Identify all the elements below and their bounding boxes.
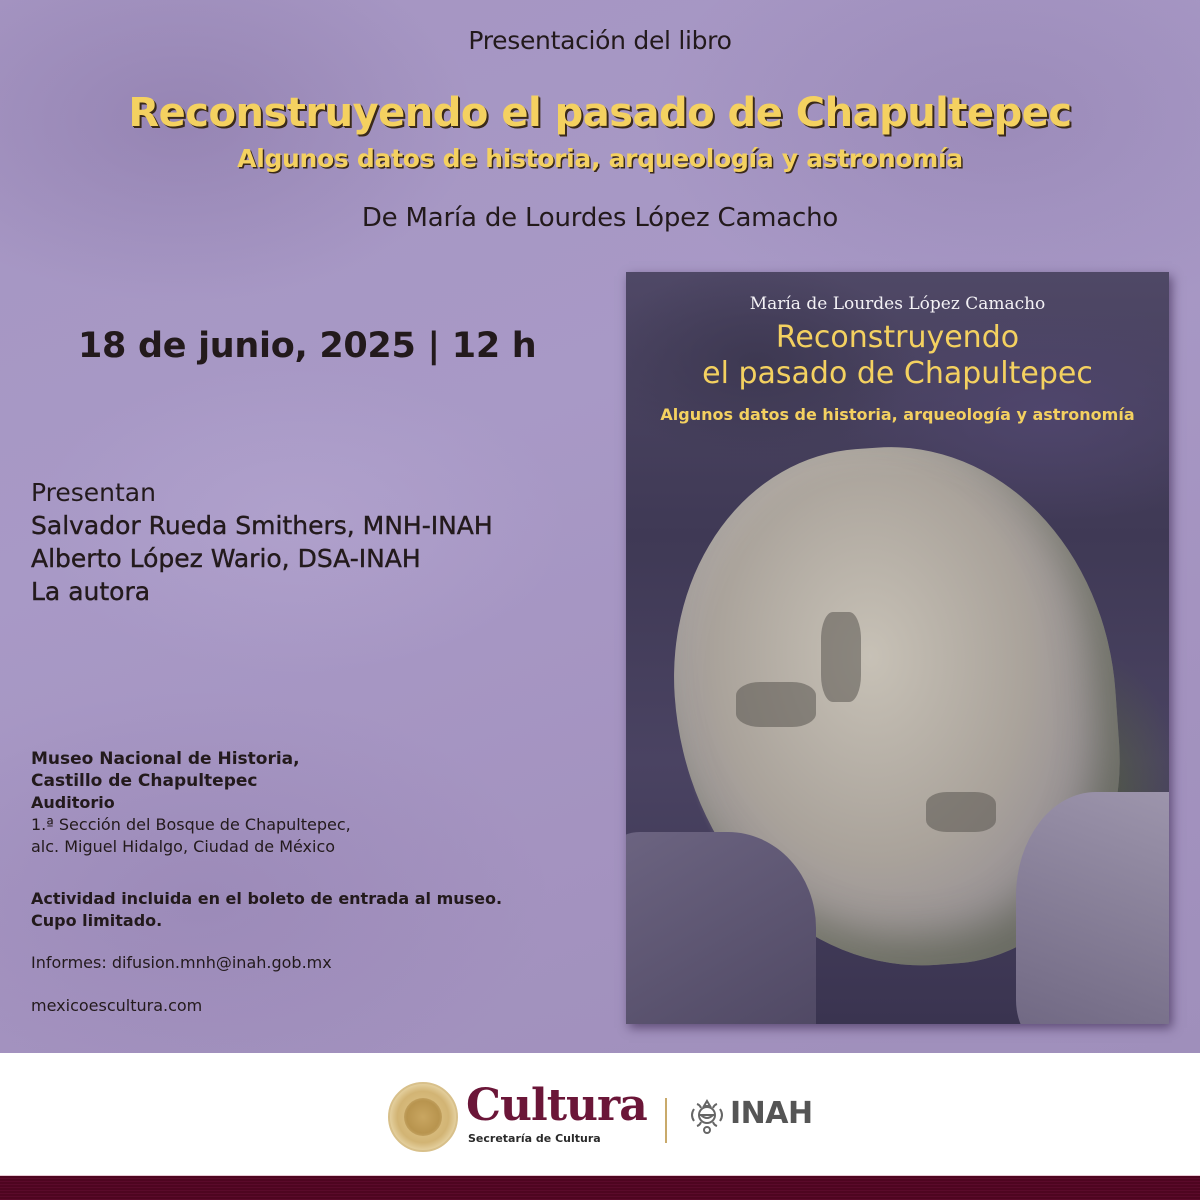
admission-note-line1: Actividad incluida en el boleto de entrada al museo. (31, 889, 503, 908)
book-cover (626, 272, 1169, 1024)
presenter-name: Alberto López Wario, DSA-INAH (31, 544, 421, 573)
author-line: De María de Lourdes López Camacho (361, 203, 839, 233)
cultura-logo: Cultura (466, 1080, 647, 1131)
cover-title-line2: el pasado de Chapultepec (702, 356, 1093, 391)
cover-title-line1: Reconstruyendo (775, 320, 1020, 355)
presenters-label: Presentan (31, 478, 156, 507)
contact-email: Informes: difusion.mnh@inah.gob.mx (31, 953, 332, 972)
bottom-bar (0, 1175, 1200, 1200)
venue-name-line1: Museo Nacional de Historia, (31, 749, 300, 769)
admission-note-line2: Cupo limitado. (31, 911, 163, 930)
venue-address-line2: alc. Miguel Hidalgo, Ciudad de México (31, 837, 336, 856)
boulder-right (1016, 792, 1169, 1024)
main-title: Reconstruyendo el pasado de Chapultepec (128, 90, 1072, 136)
kicker: Presentación del libro (468, 26, 732, 55)
stone-carving-detail (736, 682, 816, 727)
website-link: mexicoescultura.com (31, 996, 203, 1015)
admission-note (31, 888, 571, 932)
cultura-subtitle: Secretaría de Cultura (468, 1132, 601, 1145)
venue-address-line1: 1.ª Sección del Bosque de Chapultepec, (31, 815, 351, 834)
cover-subtitle: Algunos datos de historia, arqueología y astronomía (660, 405, 1135, 424)
mexico-seal-icon (388, 1082, 458, 1152)
venue-name-line2: Castillo de Chapultepec (31, 771, 258, 791)
stone-carving-detail (821, 612, 861, 702)
logo-divider (665, 1098, 667, 1143)
eagle-icon (404, 1098, 442, 1136)
inah-sun-icon (688, 1097, 726, 1135)
event-date-time: 18 de junio, 2025 | 12 h (78, 326, 537, 366)
venue-block (31, 748, 571, 858)
cover-author: María de Lourdes López Camacho (749, 294, 1046, 314)
cover-title (626, 320, 1169, 392)
presenter-name: Salvador Rueda Smithers, MNH-INAH (31, 511, 493, 540)
presenters-block (31, 476, 591, 608)
sub-title: Algunos datos de historia, arqueología y astronomía (237, 144, 963, 173)
stone-carving-detail (926, 792, 996, 832)
presenter-name: La autora (31, 577, 151, 606)
inah-logo: INAH (730, 1096, 813, 1131)
boulder-left (626, 832, 816, 1024)
venue-room: Auditorio (31, 793, 115, 812)
